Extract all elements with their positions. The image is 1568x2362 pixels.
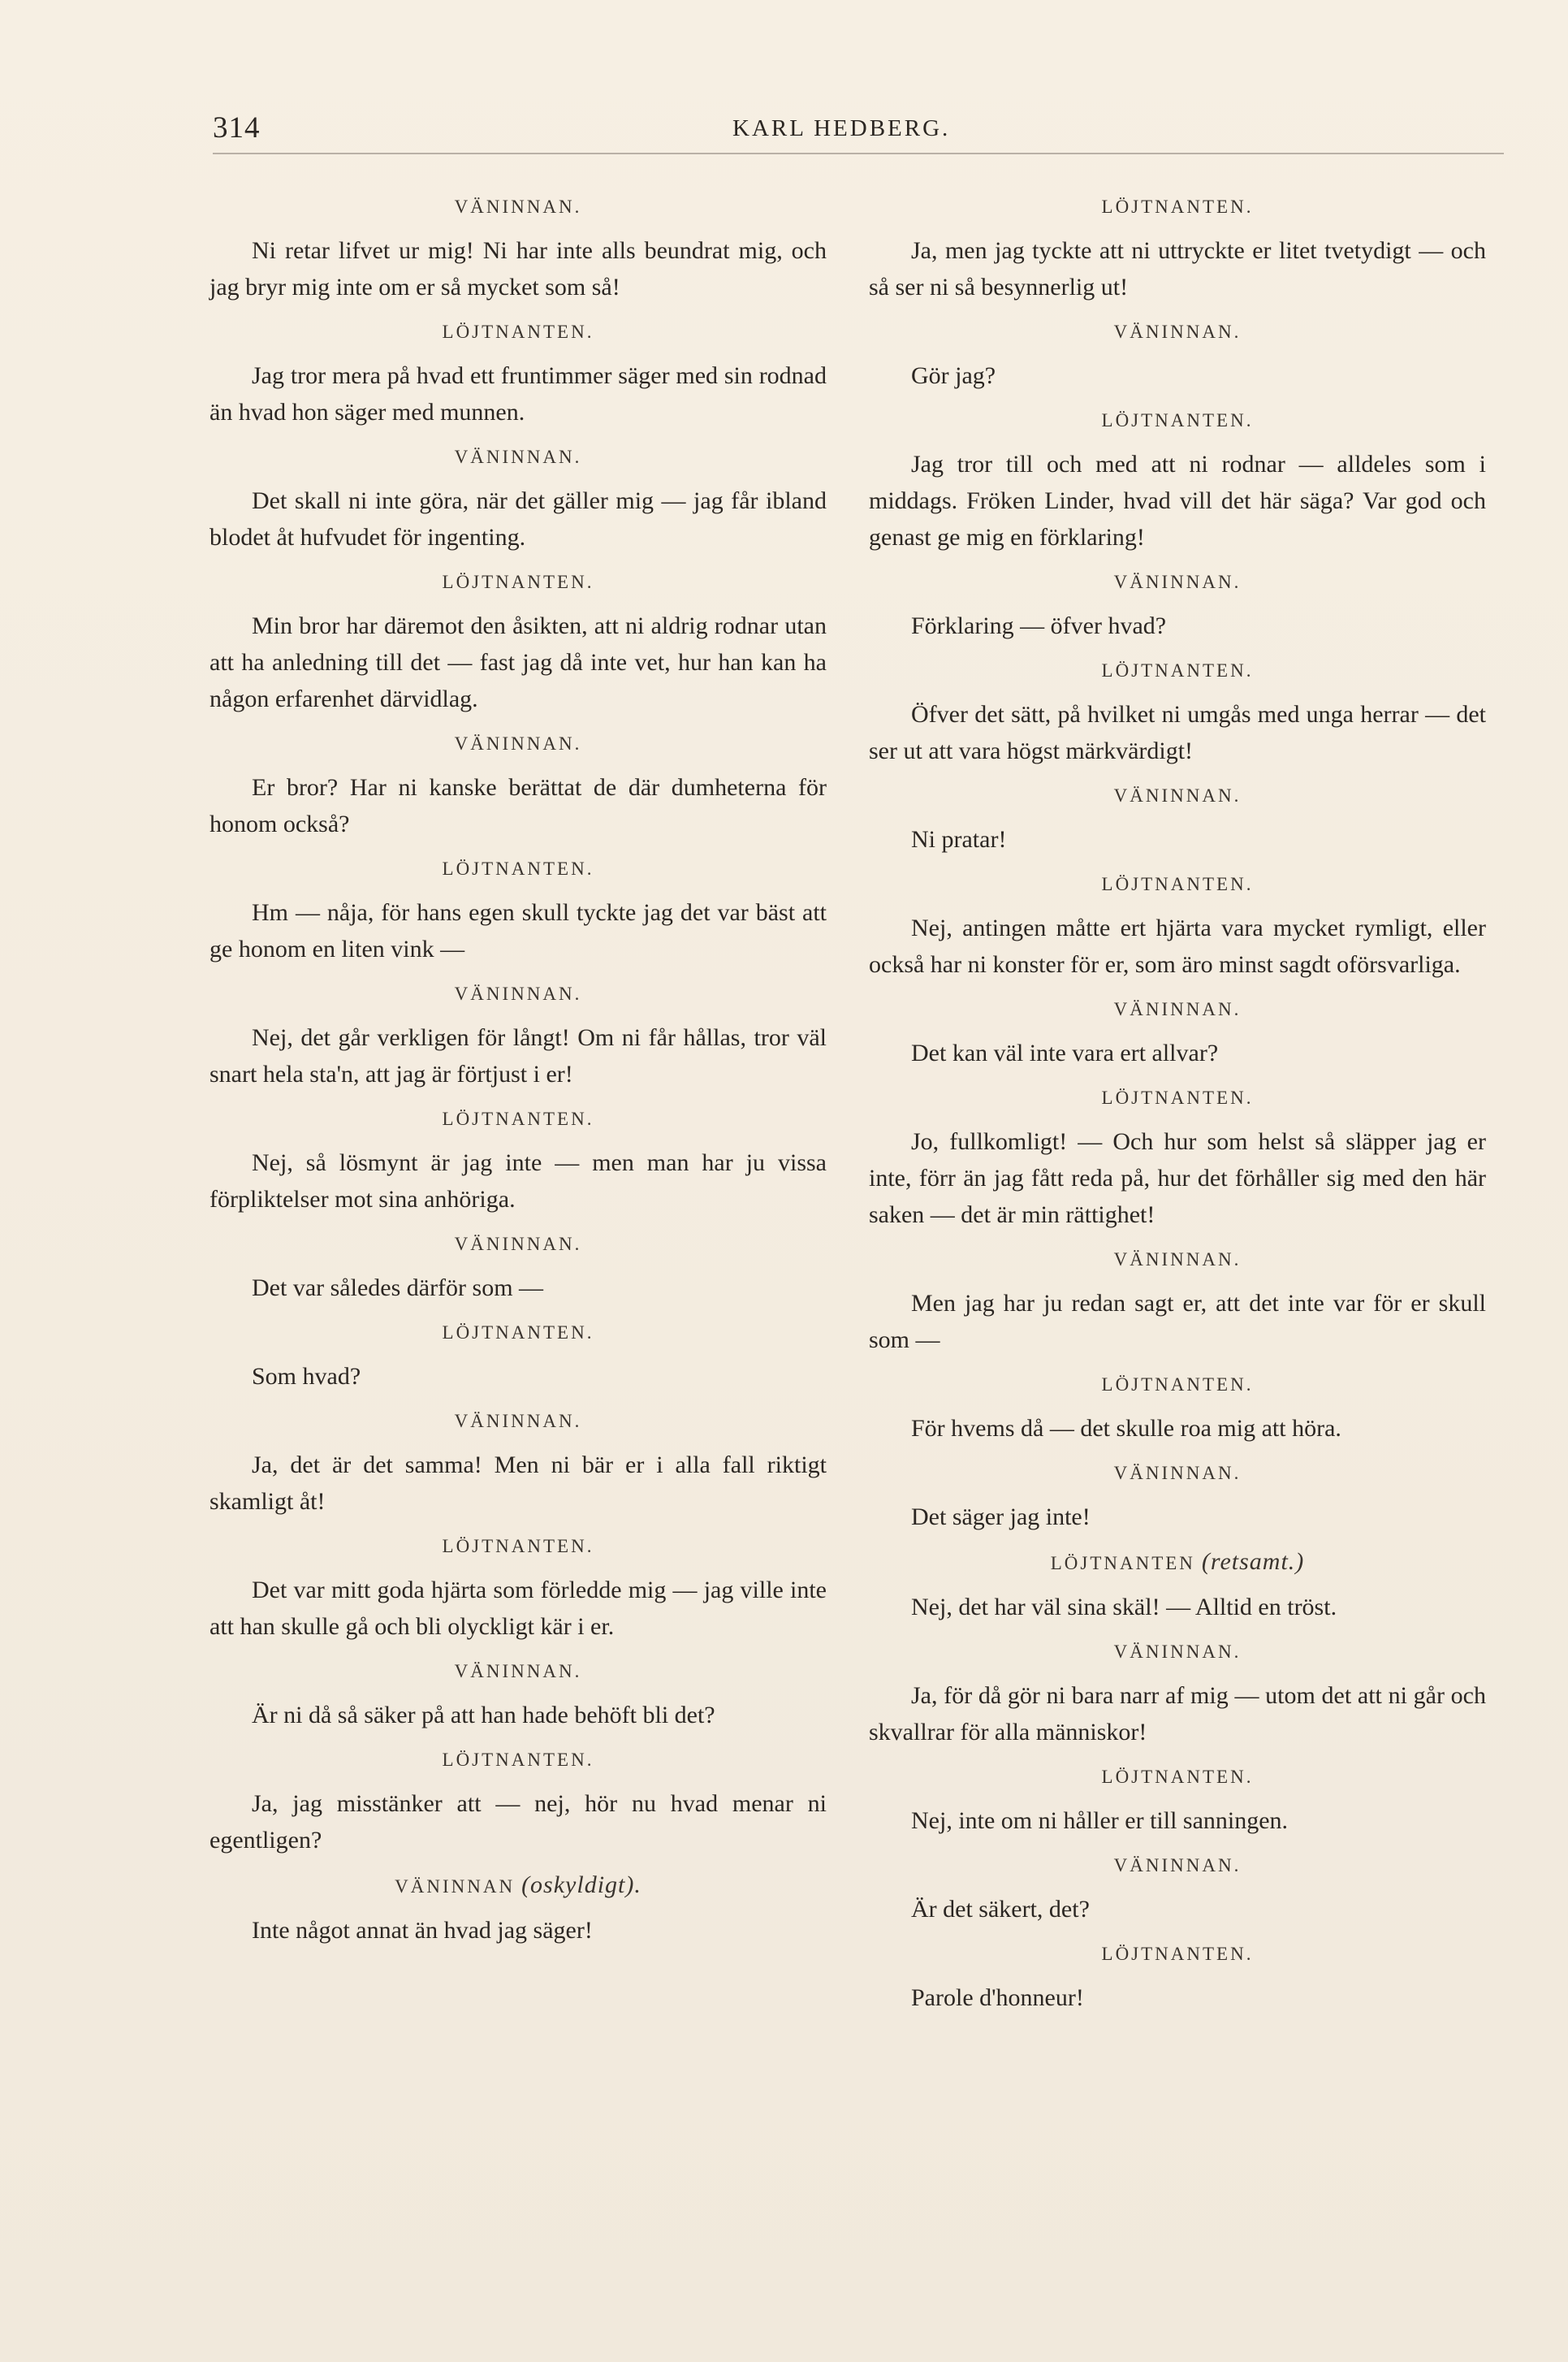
page-number: 314 [213,111,261,145]
left-column [209,180,827,1949]
speaker-name [869,874,1486,895]
stage-direction: (oskyldigt). [521,1871,641,1898]
dialogue-line: Parole d'honneur! [911,1984,1084,2011]
dialogue-line: Det säger jag inte! [911,1503,1091,1530]
speaker-name [209,1871,827,1898]
dialogue-line: Öfver det sätt, på hvilket ni umgås med unga herrar — det ser ut att vara högst märkvärdigt! [869,701,1486,764]
speaker-label: VÄNINNAN. [454,1234,582,1254]
speaker-name [209,859,827,880]
dialogue-line: Nej, antingen måtte ert hjärta vara mycket rymligt, eller också har ni konster för er, som äro minst sagdt oförsvarliga. [869,915,1486,978]
dialogue-line: Nej, inte om ni håller er till sanningen. [911,1807,1289,1834]
speaker-label: LÖJTNANTEN. [1101,1767,1254,1787]
speaker-name [209,1661,827,1682]
speaker-label: VÄNINNAN. [1113,572,1242,592]
right-column [869,180,1486,2016]
speaker-label: VÄNINNAN. [1113,785,1242,806]
running-title: KARL HEDBERG. [732,115,951,141]
dialogue-line: Nej, det har väl sina skäl! — Alltid en tröst. [911,1594,1337,1620]
speaker-name [869,1374,1486,1395]
speaker-name [209,1322,827,1343]
dialogue-line: Det var således därför som — [252,1274,544,1301]
stage-direction: (retsamt.) [1201,1548,1305,1575]
dialogue-line: Nej, så lösmynt är jag inte — men man har ju vissa förpliktelser mot sina anhöriga. [209,1149,827,1213]
dialogue-line: Ni pratar! [911,826,1007,853]
speaker-label: LÖJTNANTEN. [442,859,594,879]
speaker-label: VÄNINNAN. [1113,1463,1242,1483]
speaker-label: VÄNINNAN. [454,1411,582,1431]
speaker-name [869,1548,1486,1575]
speaker-label: LÖJTNANTEN. [442,1536,594,1556]
speaker-label: LÖJTNANTEN. [442,1750,594,1770]
speaker-name [869,1249,1486,1270]
dialogue-line: Det var mitt goda hjärta som förledde mig — jag ville inte att han skulle gå och bli olyckligt kär i er. [209,1577,827,1640]
speaker-label: VÄNINNAN. [1113,999,1242,1019]
speaker-label: VÄNINNAN. [454,733,582,754]
speaker-name [209,1750,827,1771]
dialogue-line: Är ni då så säker på att han hade behöft bli det? [252,1702,715,1728]
dialogue-line: Hm — nåja, för hans egen skull tyckte jag det var bäst att ge honom en liten vink — [209,899,827,963]
speaker-name [209,984,827,1005]
speaker-name [869,1463,1486,1484]
speaker-name [869,999,1486,1020]
dialogue-line: För hvems då — det skulle roa mig att höra. [911,1415,1341,1442]
speaker-name [869,1855,1486,1876]
speaker-name [209,1411,827,1432]
dialogue-line: Ni retar lifvet ur mig! Ni har inte alls beundrat mig, och jag bryr mig inte om er så mycket som så! [209,237,827,301]
speaker-name [209,197,827,218]
speaker-name [209,733,827,755]
speaker-label: LÖJTNANTEN. [1101,1374,1254,1395]
speaker-label: VÄNINNAN. [1113,1249,1242,1270]
dialogue-line: Som hvad? [252,1363,361,1390]
speaker-label: LÖJTNANTEN. [442,1322,594,1343]
dialogue-line: Er bror? Har ni kanske berättat de där dumheterna för honom också? [209,774,827,837]
speaker-label: LÖJTNANTEN. [1101,1088,1254,1108]
speaker-label: VÄNINNAN. [454,197,582,217]
speaker-name [869,785,1486,807]
speaker-label: LÖJTNANTEN. [442,322,594,342]
dialogue-line: Förklaring — öfver hvad? [911,612,1167,639]
dialogue-line: Ja, men jag tyckte att ni uttryckte er litet tvetydigt — och så ser ni så besynnerlig ut! [869,237,1486,301]
speaker-label: VÄNINNAN [395,1876,516,1897]
speaker-name [209,1536,827,1557]
speaker-name [869,322,1486,343]
speaker-label: VÄNINNAN. [454,447,582,467]
speaker-label: VÄNINNAN. [1113,1642,1242,1662]
speaker-label: LÖJTNANTEN [1050,1553,1195,1573]
dialogue-line: Ja, jag misstänker att — nej, hör nu hvad menar ni egentligen? [209,1790,827,1854]
dialogue-line: Ja, för då gör ni bara narr af mig — utom det att ni går och skvallrar för alla människor! [869,1682,1486,1746]
speaker-name [869,410,1486,431]
speaker-label: LÖJTNANTEN. [1101,197,1254,217]
dialogue-line: Min bror har däremot den åsikten, att ni aldrig rodnar utan att ha anledning till det — fast jag då inte vet, hur han kan ha någon erfarenhet därvidlag. [209,612,827,712]
speaker-label: VÄNINNAN. [1113,1855,1242,1875]
dialogue-line: Jag tror mera på hvad ett fruntimmer säger med sin rodnad än hvad hon säger med munnen. [209,362,827,426]
speaker-name [209,1109,827,1130]
speaker-label: LÖJTNANTEN. [1101,874,1254,894]
speaker-name [869,572,1486,593]
dialogue-line: Gör jag? [911,362,996,389]
speaker-label: LÖJTNANTEN. [442,1109,594,1129]
speaker-label: LÖJTNANTEN. [1101,660,1254,681]
dialogue-line: Inte något annat än hvad jag säger! [252,1917,593,1944]
dialogue-line: Jag tror till och med att ni rodnar — alldeles som i middags. Fröken Linder, hvad vill det här säga? Var god och genast ge mig en förklaring! [869,451,1486,551]
speaker-name [869,1767,1486,1788]
speaker-name [869,1088,1486,1109]
speaker-label: VÄNINNAN. [1113,322,1242,342]
speaker-name [869,660,1486,681]
speaker-name [209,447,827,468]
speaker-name [209,572,827,593]
speaker-label: VÄNINNAN. [454,1661,582,1681]
speaker-label: LÖJTNANTEN. [1101,410,1254,430]
speaker-label: VÄNINNAN. [454,984,582,1004]
dialogue-line: Det kan väl inte vara ert allvar? [911,1040,1219,1066]
dialogue-line: Ja, det är det samma! Men ni bär er i alla fall riktigt skamligt åt! [209,1451,827,1515]
speaker-label: LÖJTNANTEN. [1101,1944,1254,1964]
dialogue-line: Det skall ni inte göra, när det gäller mig — jag får ibland blodet åt hufvudet för ingenting. [209,487,827,551]
page-header [213,104,1504,154]
speaker-name [869,197,1486,218]
speaker-name [869,1642,1486,1663]
dialogue-line: Men jag har ju redan sagt er, att det inte var för er skull som — [869,1290,1486,1353]
speaker-name [869,1944,1486,1965]
speaker-label: LÖJTNANTEN. [442,572,594,592]
speaker-name [209,322,827,343]
dialogue-line: Nej, det går verkligen för långt! Om ni får hållas, tror väl snart hela sta'n, att jag är förtjust i er! [209,1024,827,1088]
dialogue-line: Är det säkert, det? [911,1896,1090,1923]
dialogue-line: Jo, fullkomligt! — Och hur som helst så släpper jag er inte, förr än jag fått reda på, hur det förhåller sig med den här saken — det är min rättighet! [869,1128,1486,1228]
speaker-name [209,1234,827,1255]
